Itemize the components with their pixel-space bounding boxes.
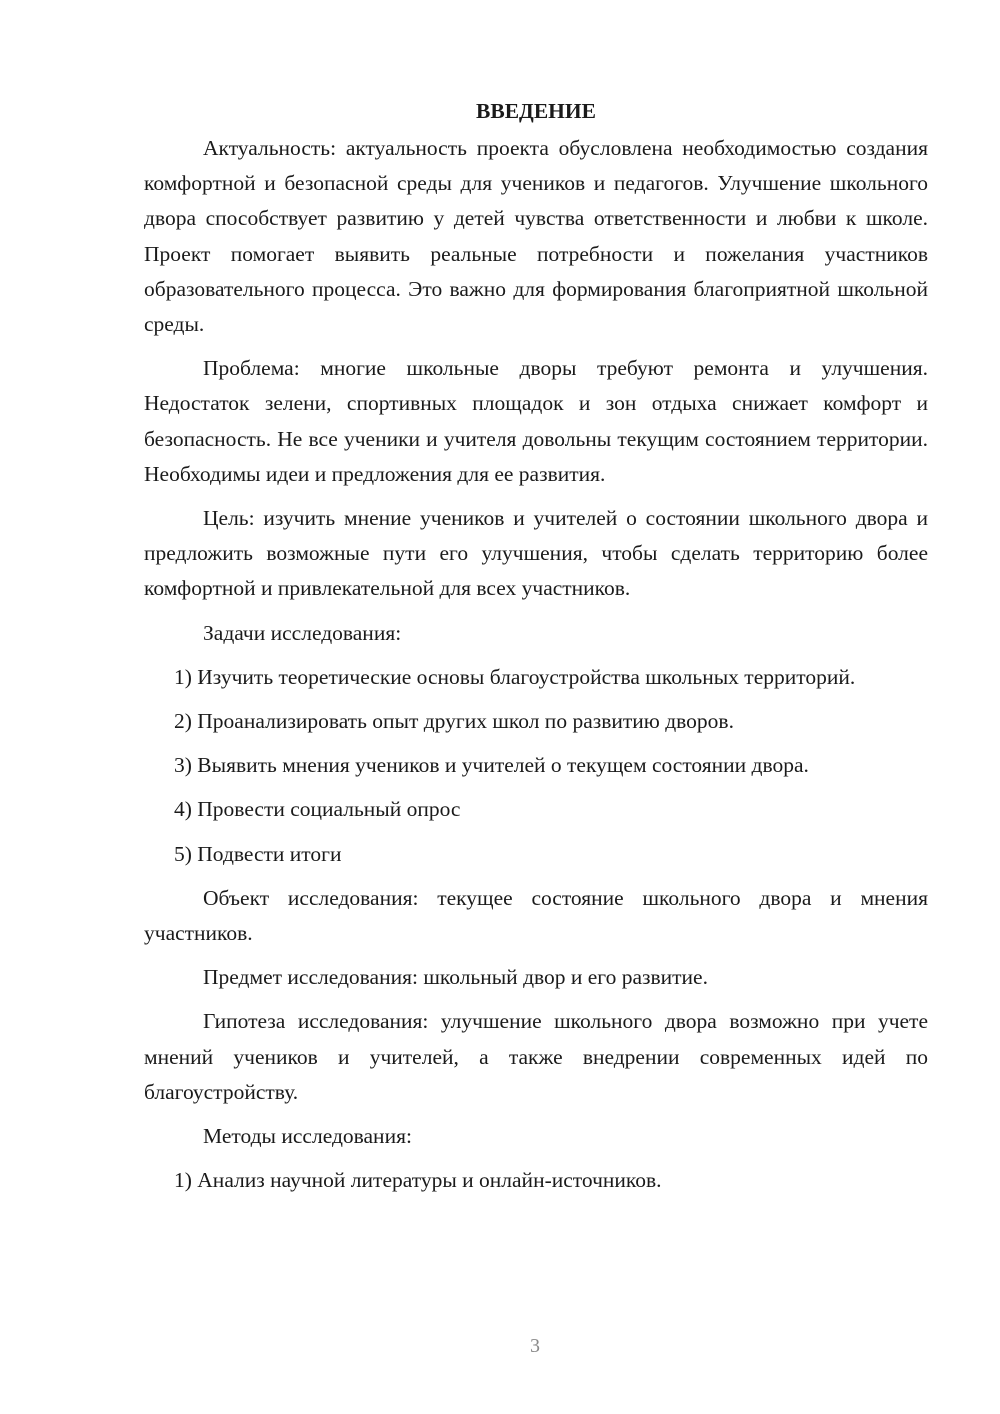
paragraph-goal: Цель: изучить мнение учеников и учителей о состоянии школьного двора и предложить возможные пути его улучшения, чтобы сделать территорию более комфортной и привлекательной для всех участников. bbox=[144, 506, 928, 601]
task-item: 2) Проанализировать опыт других школ по развитию дворов. bbox=[174, 709, 734, 734]
task-item: 5) Подвести итоги bbox=[174, 841, 342, 866]
page-content bbox=[144, 93, 928, 1207]
paragraph-object: Объект исследования: текущее состояние школьного двора и мнения участников. bbox=[144, 885, 928, 946]
paragraph-relevance: Актуальность: актуальность проекта обусловлена необходимостью создания комфортной и безопасной среды для учеников и педагогов. Улучшение школьного двора способствует развитию у детей чувства ответственности и любви к школе. Проект помогает выявить реальные потребности и пожелания участников образовательного процесса. Это важно для формирования благоприятной школьной среды. bbox=[144, 136, 928, 337]
page-number: 3 bbox=[530, 1335, 540, 1357]
paragraph-subject: Предмет исследования: школьный двор и его развитие. bbox=[203, 965, 708, 990]
method-item: 1) Анализ научной литературы и онлайн-источников. bbox=[174, 1168, 662, 1193]
paragraph-tasks-heading: Задачи исследования: bbox=[203, 620, 402, 645]
section-heading: ВВЕДЕНИЕ bbox=[476, 99, 596, 123]
task-item: 1) Изучить теоретические основы благоустройства школьных территорий. bbox=[174, 664, 856, 689]
paragraph-hypothesis: Гипотеза исследования: улучшение школьного двора возможно при учете мнений учеников и учителей, а также внедрении современных идей по благоустройству. bbox=[144, 1009, 928, 1104]
paragraph-methods-heading: Методы исследования: bbox=[203, 1124, 412, 1149]
paragraph-problem: Проблема: многие школьные дворы требуют ремонта и улучшения. Недостаток зелени, спортивных площадок и зон отдыха снижает комфорт и безопасность. Не все ученики и учителя довольны текущим состоянием территории. Необходимы идеи и предложения для ее развития. bbox=[144, 356, 928, 486]
task-item: 4) Провести социальный опрос bbox=[174, 797, 461, 822]
task-item: 3) Выявить мнения учеников и учителей о текущем состоянии двора. bbox=[174, 753, 809, 778]
